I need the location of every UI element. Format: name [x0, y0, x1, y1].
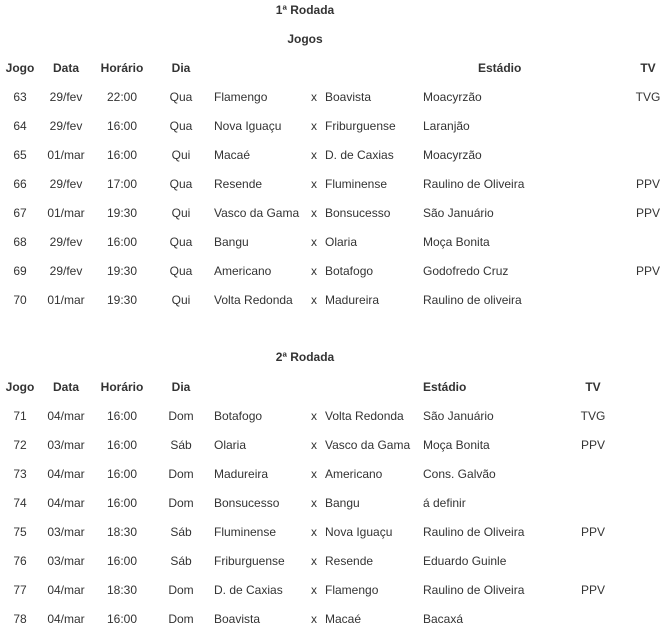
- cell-away-team: Flamengo: [325, 582, 379, 597]
- cell-tv: TVG: [635, 89, 661, 104]
- cell-home-team: Flamengo: [214, 89, 268, 104]
- cell-data: 29/fev: [49, 234, 83, 249]
- cell-jogo: 77: [13, 582, 27, 597]
- cell-data: 03/mar: [47, 524, 85, 539]
- header-data: Data: [52, 60, 79, 75]
- cell-tv: [573, 546, 613, 575]
- cell-horario: 17:00: [106, 176, 138, 191]
- cell-jogo: 75: [13, 524, 27, 539]
- header-jogo: Jogo: [5, 60, 35, 75]
- cell-horario: 16:00: [106, 437, 138, 452]
- cell-data: 03/mar: [47, 553, 85, 568]
- cell-tv: [573, 604, 613, 633]
- cell-estadio: Raulino de oliveira: [423, 292, 522, 307]
- header-data: Data: [52, 379, 79, 394]
- header-jogo: Jogo: [5, 379, 35, 394]
- cell-away-team: Macaé: [325, 611, 362, 626]
- table-header-row: [0, 53, 668, 82]
- cell-away-team: Vasco da Gama: [325, 437, 411, 452]
- table-row: [0, 546, 613, 575]
- cell-estadio: Moacyrzão: [423, 89, 482, 104]
- cell-dia: Dom: [168, 408, 194, 423]
- cell-home-team: Friburguense: [214, 553, 285, 568]
- table-row: [0, 227, 668, 256]
- cell-jogo: 76: [13, 553, 27, 568]
- table-row: [0, 517, 613, 546]
- cell-estadio: Raulino de Oliveira: [423, 582, 525, 597]
- cell-estadio: São Januário: [423, 205, 494, 220]
- cell-estadio: á definir: [423, 495, 466, 510]
- round1-subtitle: Jogos: [287, 32, 323, 46]
- cell-data: 29/fev: [49, 176, 83, 191]
- cell-tv: [628, 111, 668, 140]
- cell-horario: 16:00: [106, 408, 138, 423]
- table-row: [0, 604, 613, 633]
- cell-estadio: Moça Bonita: [423, 437, 490, 452]
- cell-home-team: Olaria: [214, 437, 247, 452]
- cell-data: 04/mar: [47, 408, 85, 423]
- cell-horario: 16:00: [106, 553, 138, 568]
- cell-data: 04/mar: [47, 582, 85, 597]
- cell-data: 01/mar: [47, 205, 85, 220]
- header-x: [311, 53, 321, 82]
- cell-away-team: Madureira: [325, 292, 380, 307]
- round1-table-body: [0, 82, 668, 314]
- table-header-row: [0, 372, 613, 401]
- cell-away-team: Volta Redonda: [325, 408, 404, 423]
- header-away: [321, 53, 423, 82]
- table-row: [0, 575, 613, 604]
- cell-horario: 16:00: [106, 147, 138, 162]
- table-row: [0, 488, 613, 517]
- header-estadio: Estádio: [423, 379, 467, 394]
- cell-data: 01/mar: [47, 147, 85, 162]
- cell-versus: x: [311, 292, 317, 307]
- cell-estadio: Moça Bonita: [423, 234, 490, 249]
- cell-tv: TVG: [580, 408, 606, 423]
- header-estadio: Estádio: [478, 60, 522, 75]
- cell-estadio: Moacyrzão: [423, 147, 482, 162]
- table-row: [0, 198, 668, 227]
- cell-tv: PPV: [580, 524, 605, 539]
- cell-horario: 19:30: [106, 292, 138, 307]
- round1-fixtures-table: [0, 53, 668, 314]
- cell-away-team: Boavista: [325, 89, 372, 104]
- header-dia: Dia: [171, 60, 191, 75]
- header-tv: TV: [585, 379, 601, 394]
- cell-tv: [628, 140, 668, 169]
- cell-dia: Qua: [169, 176, 193, 191]
- cell-away-team: Bangu: [325, 495, 360, 510]
- cell-data: 04/mar: [47, 495, 85, 510]
- cell-tv: PPV: [580, 582, 605, 597]
- cell-away-team: Olaria: [325, 234, 358, 249]
- cell-home-team: Vasco da Gama: [214, 205, 300, 220]
- cell-tv: PPV: [635, 176, 660, 191]
- cell-versus: x: [311, 582, 317, 597]
- table-row: [0, 140, 668, 169]
- cell-jogo: 71: [13, 408, 27, 423]
- cell-dia: Sáb: [170, 437, 192, 452]
- cell-horario: 19:30: [106, 205, 138, 220]
- cell-away-team: Friburguense: [325, 118, 396, 133]
- table-row: [0, 169, 668, 198]
- cell-jogo: 63: [13, 89, 27, 104]
- cell-away-team: Americano: [325, 466, 383, 481]
- cell-versus: x: [311, 553, 317, 568]
- cell-versus: x: [311, 234, 317, 249]
- cell-data: 29/fev: [49, 263, 83, 278]
- cell-home-team: Nova Iguaçu: [214, 118, 282, 133]
- cell-jogo: 66: [13, 176, 27, 191]
- cell-dia: Dom: [168, 611, 194, 626]
- cell-estadio: São Januário: [423, 408, 494, 423]
- header-home: [210, 372, 311, 401]
- cell-dia: Dom: [168, 495, 194, 510]
- cell-dia: Qua: [169, 263, 193, 278]
- cell-jogo: 72: [13, 437, 27, 452]
- cell-jogo: 64: [13, 118, 27, 133]
- cell-versus: x: [311, 437, 317, 452]
- cell-estadio: Bacaxá: [423, 611, 464, 626]
- round2-title: 2ª Rodada: [275, 350, 335, 364]
- cell-home-team: Fluminense: [214, 524, 277, 539]
- table-row: [0, 111, 668, 140]
- cell-tv: PPV: [635, 205, 660, 220]
- header-horario: Horário: [100, 379, 144, 394]
- cell-estadio: Eduardo Guinle: [423, 553, 507, 568]
- cell-versus: x: [311, 176, 317, 191]
- cell-versus: x: [311, 408, 317, 423]
- header-tv: TV: [640, 60, 656, 75]
- cell-home-team: Volta Redonda: [214, 292, 293, 307]
- cell-horario: 18:30: [106, 582, 138, 597]
- cell-horario: 16:00: [106, 611, 138, 626]
- cell-versus: x: [311, 495, 317, 510]
- cell-jogo: 67: [13, 205, 27, 220]
- table-row: [0, 82, 668, 111]
- cell-versus: x: [311, 524, 317, 539]
- cell-horario: 18:30: [106, 524, 138, 539]
- cell-data: 04/mar: [47, 466, 85, 481]
- table-row: [0, 459, 613, 488]
- header-away: [321, 372, 423, 401]
- cell-data: 03/mar: [47, 437, 85, 452]
- cell-home-team: Americano: [214, 263, 272, 278]
- cell-home-team: Botafogo: [214, 408, 263, 423]
- cell-tv: [628, 227, 668, 256]
- header-home: [210, 53, 311, 82]
- cell-horario: 16:00: [106, 495, 138, 510]
- cell-versus: x: [311, 205, 317, 220]
- cell-jogo: 68: [13, 234, 27, 249]
- cell-home-team: Macaé: [214, 147, 251, 162]
- round1-title: 1ª Rodada: [275, 3, 335, 17]
- round2-table-body: [0, 401, 613, 633]
- cell-tv: PPV: [635, 263, 660, 278]
- cell-tv: [628, 285, 668, 314]
- cell-versus: x: [311, 611, 317, 626]
- cell-versus: x: [311, 118, 317, 133]
- cell-dia: Sáb: [170, 524, 192, 539]
- cell-data: 04/mar: [47, 611, 85, 626]
- cell-away-team: D. de Caxias: [325, 147, 394, 162]
- cell-away-team: Resende: [325, 553, 374, 568]
- cell-dia: Qua: [169, 89, 193, 104]
- cell-away-team: Bonsucesso: [325, 205, 391, 220]
- cell-estadio: Laranjão: [423, 118, 470, 133]
- cell-home-team: Bonsucesso: [214, 495, 280, 510]
- cell-home-team: D. de Caxias: [214, 582, 283, 597]
- cell-jogo: 65: [13, 147, 27, 162]
- cell-estadio: Raulino de Oliveira: [423, 524, 525, 539]
- cell-dia: Qua: [169, 118, 193, 133]
- table-row: [0, 430, 613, 459]
- table-row: [0, 401, 613, 430]
- round2-fixtures-table: [0, 372, 613, 633]
- header-horario: Horário: [100, 60, 144, 75]
- cell-horario: 16:00: [106, 118, 138, 133]
- cell-home-team: Bangu: [214, 234, 249, 249]
- cell-home-team: Boavista: [214, 611, 261, 626]
- cell-jogo: 78: [13, 611, 27, 626]
- cell-dia: Dom: [168, 466, 194, 481]
- table-row: [0, 256, 668, 285]
- cell-dia: Dom: [168, 582, 194, 597]
- cell-tv: [573, 488, 613, 517]
- cell-jogo: 70: [13, 292, 27, 307]
- cell-versus: x: [311, 89, 317, 104]
- cell-versus: x: [311, 263, 317, 278]
- table-row: [0, 285, 668, 314]
- cell-data: 29/fev: [49, 89, 83, 104]
- cell-dia: Sáb: [170, 553, 192, 568]
- cell-jogo: 69: [13, 263, 27, 278]
- cell-horario: 19:30: [106, 263, 138, 278]
- cell-tv: [573, 459, 613, 488]
- cell-estadio: Raulino de Oliveira: [423, 176, 525, 191]
- cell-versus: x: [311, 466, 317, 481]
- cell-data: 01/mar: [47, 292, 85, 307]
- cell-home-team: Resende: [214, 176, 263, 191]
- cell-dia: Qua: [169, 234, 193, 249]
- cell-tv: PPV: [580, 437, 605, 452]
- cell-jogo: 73: [13, 466, 27, 481]
- header-dia: Dia: [171, 379, 191, 394]
- cell-jogo: 74: [13, 495, 27, 510]
- cell-dia: Qui: [171, 205, 191, 220]
- cell-away-team: Nova Iguaçu: [325, 524, 393, 539]
- cell-home-team: Madureira: [214, 466, 269, 481]
- cell-versus: x: [311, 147, 317, 162]
- cell-estadio: Cons. Galvão: [423, 466, 496, 481]
- cell-dia: Qui: [171, 147, 191, 162]
- cell-data: 29/fev: [49, 118, 83, 133]
- cell-horario: 16:00: [106, 466, 138, 481]
- cell-horario: 16:00: [106, 234, 138, 249]
- cell-away-team: Fluminense: [325, 176, 388, 191]
- header-x: [311, 372, 321, 401]
- cell-away-team: Botafogo: [325, 263, 374, 278]
- cell-estadio: Godofredo Cruz: [423, 263, 509, 278]
- cell-dia: Qui: [171, 292, 191, 307]
- cell-horario: 22:00: [106, 89, 138, 104]
